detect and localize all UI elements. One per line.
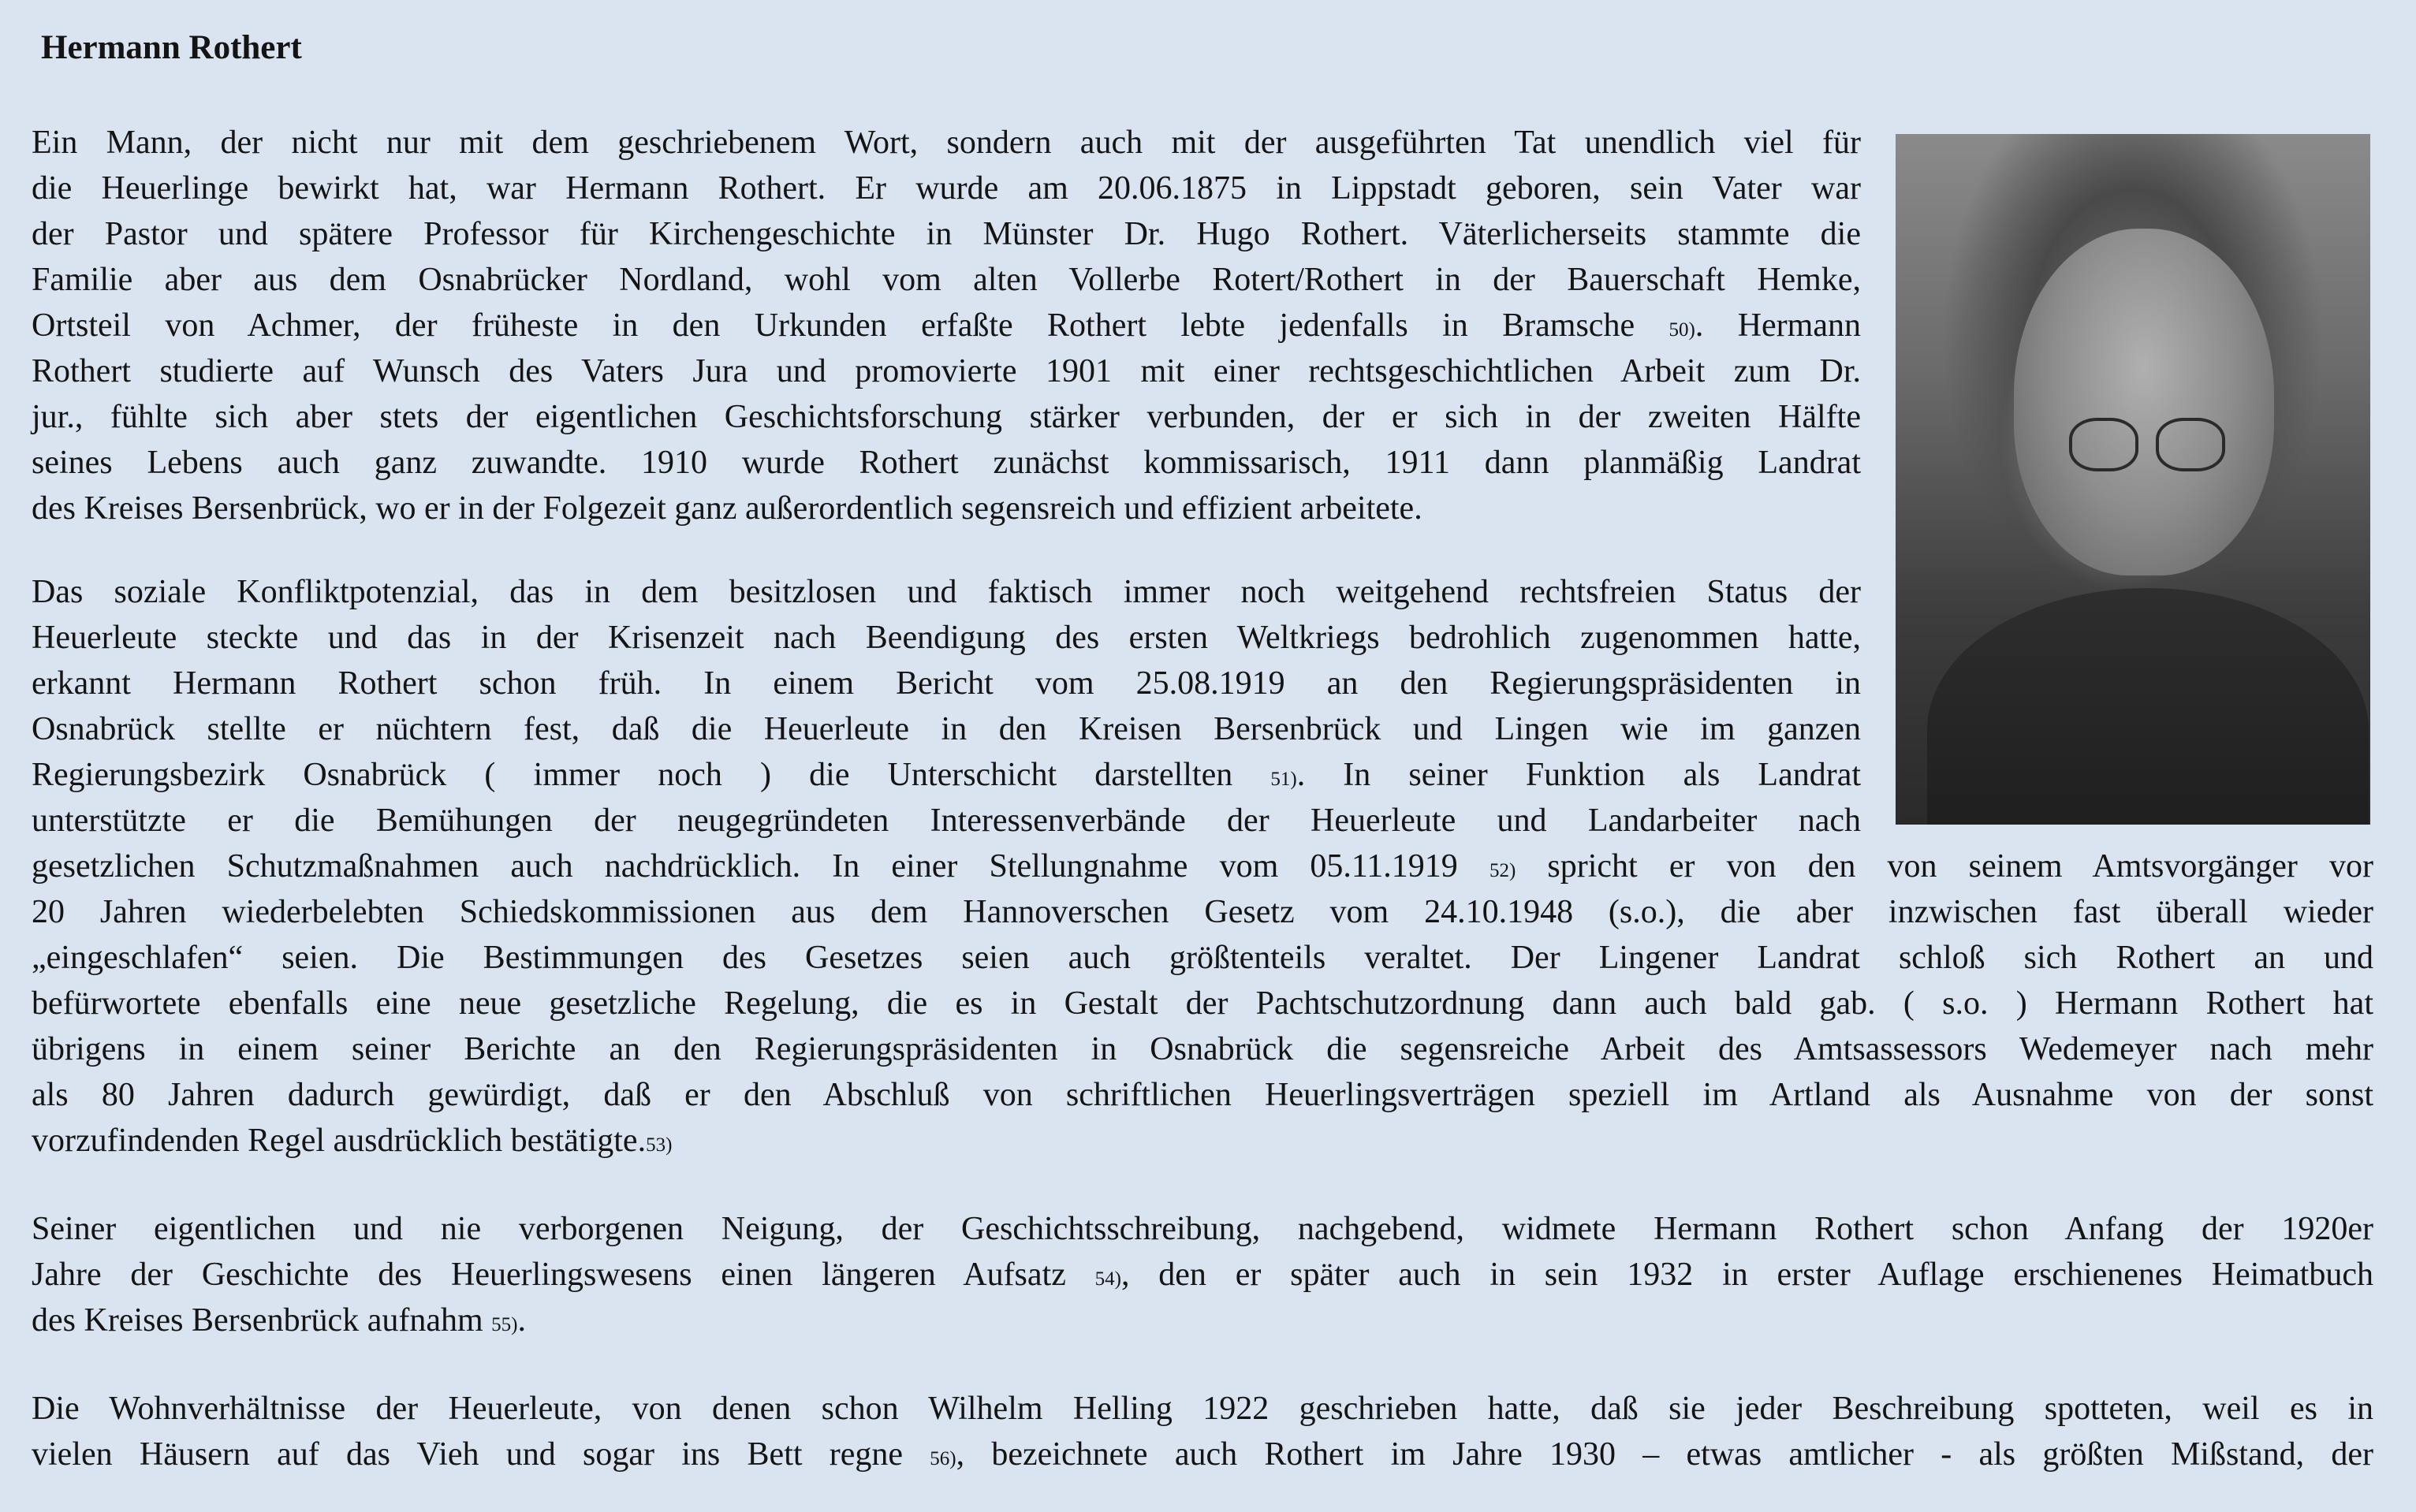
portrait-photo	[1896, 134, 2370, 825]
text-segment: vielen Häusern auf das Vieh und sogar ins Bett regne	[32, 1436, 930, 1473]
text-line	[32, 844, 2373, 889]
text-segment: vorzufindenden Regel ausdrücklich bestätigte.	[32, 1123, 647, 1159]
footnote-ref: 53)	[646, 1134, 673, 1156]
text-segment: übrigens in einem seiner Berichte an den Regierungspräsidenten in Osnabrück die segensreiche Arbeit des Amtsassessors Wedemeyer nach mehr	[32, 1031, 2373, 1067]
text-segment: Das soziale Konfliktpotenzial, das in dem besitzlosen und faktisch immer noch weitgehend rechtsfreien Status der	[32, 574, 1861, 610]
footnote-ref: 54)	[1094, 1268, 1121, 1290]
text-line	[32, 752, 1861, 798]
text-segment: Ein Mann, der nicht nur mit dem geschriebenem Wort, sondern auch mit der ausgeführten Tat unendlich viel für	[32, 125, 1861, 161]
footnote-ref: 56)	[930, 1448, 956, 1469]
text-segment: Die Wohnverhältnisse der Heuerleute, von denen schon Wilhelm Helling 1922 geschrieben hatte, daß sie jeder Beschreibung spotteten, weil es in	[32, 1391, 2373, 1427]
text-segment: . In seiner Funktion als Landrat	[1296, 757, 1862, 793]
text-segment: erkannt Hermann Rothert schon früh. In einem Bericht vom 25.08.1919 an den Regierungspräsidenten in	[32, 665, 1861, 702]
text-segment: des Kreises Bersenbrück aufnahm	[32, 1302, 492, 1339]
text-segment: .	[517, 1302, 526, 1339]
text-segment: . Hermann	[1695, 307, 1861, 344]
text-line	[32, 615, 1861, 661]
text-line	[32, 981, 2373, 1026]
text-segment: Familie aber aus dem Osnabrücker Nordland, wohl vom alten Vollerbe Rotert/Rothert in der Bauerschaft Hemke,	[32, 262, 1861, 298]
text-segment: gesetzlichen Schutzmaßnahmen auch nachdrücklich. In einer Stellungnahme vom 05.11.1919	[32, 848, 1489, 884]
text-line	[32, 394, 1861, 440]
text-segment: Regierungsbezirk Osnabrück ( immer noch ) die Unterschicht darstellten	[32, 757, 1271, 793]
text-line	[32, 303, 1861, 348]
footnote-ref: 50)	[1668, 319, 1695, 341]
text-segment: Ortsteil von Achmer, der früheste in den Urkunden erfaßte Rothert lebte jedenfalls in Bramsche	[32, 307, 1669, 344]
footnote-ref: 52)	[1489, 860, 1516, 881]
text-line	[32, 706, 1861, 752]
text-line	[32, 211, 1861, 257]
text-segment: Jahre der Geschichte des Heuerlingswesens einen längeren Aufsatz	[32, 1257, 1095, 1293]
text-line	[32, 486, 1861, 531]
text-segment: des Kreises Bersenbrück, wo er in der Folgezeit ganz außerordentlich segensreich und effizient arbeitete.	[32, 490, 1422, 527]
text-segment: , bezeichnete auch Rothert im Jahre 1930 – etwas amtlicher - als größten Mißstand, der	[956, 1436, 2373, 1473]
text-line	[32, 440, 1861, 486]
text-line	[32, 661, 1861, 706]
portrait-glasses-left	[2069, 418, 2138, 471]
text-segment: unterstützte er die Bemühungen der neugegründeten Interessenverbände der Heuerleute und Landarbeiter nach	[32, 803, 1861, 839]
footnote-ref: 51)	[1270, 769, 1297, 790]
text-segment: die Heuerlinge bewirkt hat, war Hermann Rothert. Er wurde am 20.06.1875 in Lippstadt geboren, sein Vater war	[32, 170, 1861, 207]
text-line	[32, 1072, 2373, 1118]
text-line	[32, 1252, 2373, 1298]
text-line	[32, 1386, 2373, 1432]
text-segment: jur., fühlte sich aber stets der eigentlichen Geschichtsforschung stärker verbunden, der er sich in der zweiten Hälfte	[32, 399, 1861, 435]
text-line	[32, 166, 1861, 211]
text-line	[32, 935, 2373, 981]
text-line	[32, 798, 1861, 844]
portrait-head	[2014, 229, 2274, 575]
portrait-bust	[1927, 588, 2369, 825]
text-line	[32, 1206, 2373, 1252]
text-line	[32, 348, 1861, 394]
text-segment: Rothert studierte auf Wunsch des Vaters Jura und promovierte 1901 mit einer rechtsgeschichtlichen Arbeit zum Dr.	[32, 353, 1861, 389]
text-line	[32, 257, 1861, 303]
text-segment: Osnabrück stellte er nüchtern fest, daß die Heuerleute in den Kreisen Bersenbrück und Lingen wie im ganzen	[32, 711, 1861, 747]
portrait-glasses-right	[2156, 418, 2225, 471]
text-segment: spricht er von den von seinem Amtsvorgänger vor	[1516, 848, 2373, 884]
text-line	[32, 1026, 2373, 1072]
text-segment: Seiner eigentlichen und nie verborgenen Neigung, der Geschichtsschreibung, nachgebend, widmete Hermann Rothert schon Anfang der 1920er	[32, 1211, 2373, 1247]
text-segment: „eingeschlafen“ seien. Die Bestimmungen des Gesetzes seien auch größtenteils veraltet. Der Lingener Landrat schloß sich Rothert an und	[32, 940, 2373, 976]
text-segment: der Pastor und spätere Professor für Kirchengeschichte in Münster Dr. Hugo Rothert. Väterlicherseits stammte die	[32, 216, 1861, 252]
text-line	[32, 1432, 2373, 1477]
text-segment: Heuerleute steckte und das in der Krisenzeit nach Beendigung des ersten Weltkriegs bedrohlich zugenommen hatte,	[32, 620, 1861, 656]
text-segment: , den er später auch in sein 1932 in erster Auflage erschienenes Heimatbuch	[1120, 1257, 2373, 1293]
text-line	[32, 120, 1861, 166]
text-segment: seines Lebens auch ganz zuwandte. 1910 wurde Rothert zunächst kommissarisch, 1911 dann planmäßig Landrat	[32, 445, 1861, 481]
text-segment: befürwortete ebenfalls eine neue gesetzliche Regelung, die es in Gestalt der Pachtschutzordnung dann auch bald gab. ( s.o. ) Hermann Rothert hat	[32, 985, 2373, 1022]
text-line	[32, 1118, 2373, 1164]
text-segment: 20 Jahren wiederbelebten Schiedskommissionen aus dem Hannoverschen Gesetz vom 24.10.1948 (s.o.), die aber inzwischen fast überall wieder	[32, 894, 2373, 930]
text-line	[32, 889, 2373, 935]
footnote-ref: 55)	[491, 1314, 518, 1335]
text-line	[32, 569, 1861, 615]
document-title: Hermann Rothert	[41, 29, 302, 66]
text-segment: als 80 Jahren dadurch gewürdigt, daß er den Abschluß von schriftlichen Heuerlingsverträgen speziell im Artland als Ausnahme von der sonst	[32, 1077, 2373, 1113]
text-line	[32, 1298, 2373, 1343]
